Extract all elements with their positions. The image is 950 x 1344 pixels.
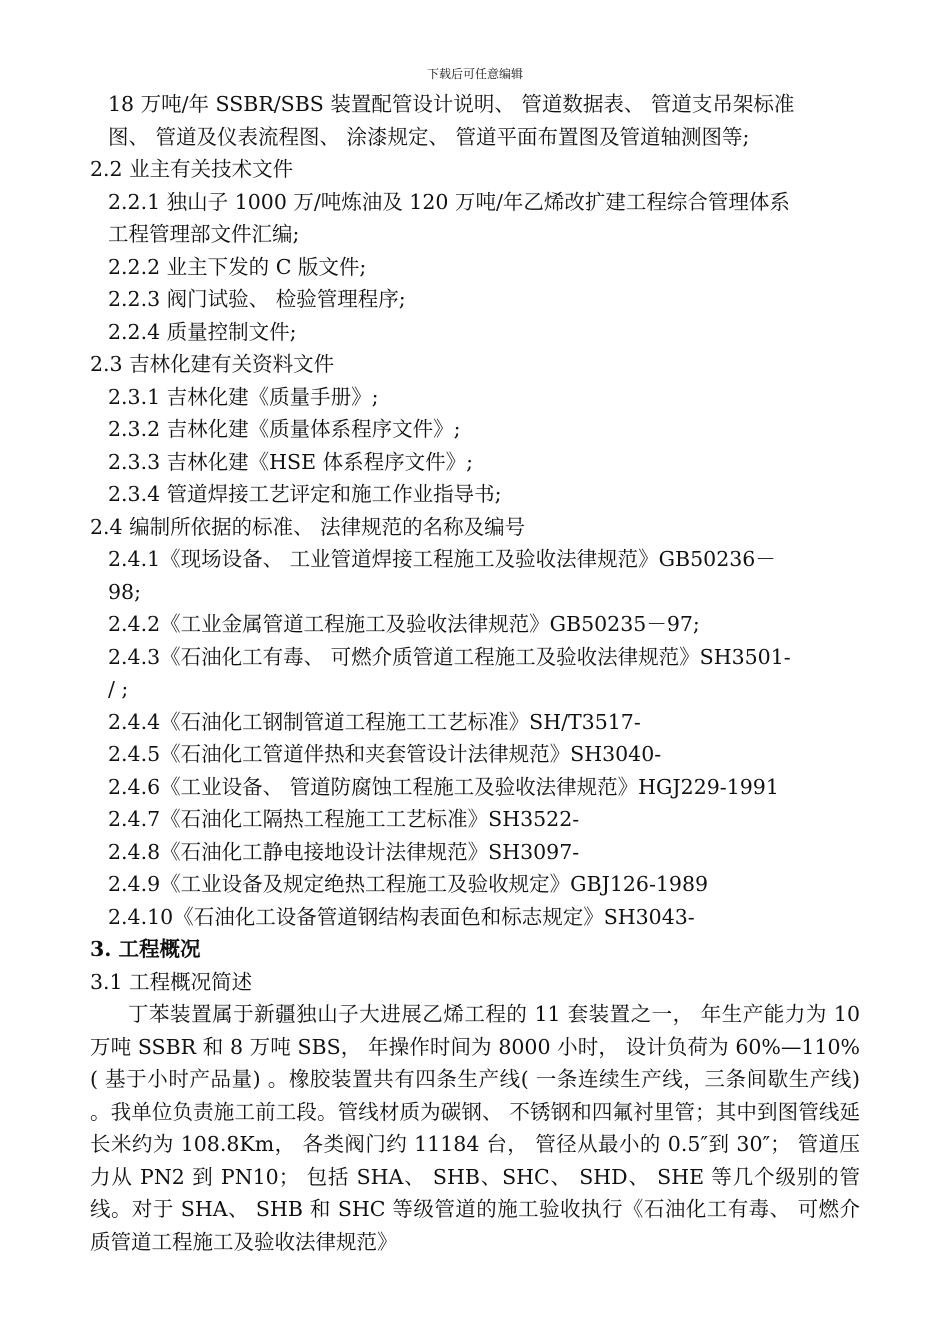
- text-line: 图、 管道及仪表流程图、 涂漆规定、 管道平面布置图及管道轴测图等;: [108, 124, 750, 149]
- text-line: 2.4.10《石油化工设备管道钢结构表面色和标志规定》SH3043-: [108, 904, 695, 929]
- text-line: 2.4.2《工业金属管道工程施工及验收法律规范》GB50235－97;: [108, 612, 700, 636]
- text-line: 2.2.3 阀门试验、 检验管理程序;: [108, 287, 406, 311]
- text-line: 2.2.4 质量控制文件;: [108, 319, 297, 344]
- text-line: 2.4 编制所依据的标准、 法律规范的名称及编号: [90, 514, 526, 539]
- section-heading: 3. 工程概况: [90, 937, 201, 961]
- text-line: 98;: [108, 579, 141, 604]
- text-line: 2.3.3 吉林化建《HSE 体系程序文件》;: [108, 449, 473, 474]
- text-line: 工程管理部文件汇编;: [108, 222, 300, 246]
- text-line: 2.2.1 独山子 1000 万/吨炼油及 120 万吨/年乙烯改扩建工程综合管理体系: [108, 189, 790, 214]
- text-line: 2.4.8《石油化工静电接地设计法律规范》SH3097-: [108, 839, 580, 864]
- text-line: 2.3.1 吉林化建《质量手册》;: [108, 384, 379, 409]
- overview-paragraph: 丁苯装置属于新疆独山子大进展乙烯工程的 11 套装置之一， 年生产能力为 10 万吨 SSBR 和 8 万吨 SBS， 年操作时间为 8000 小时， 设计负荷为 60%—110%( 基于小时产品量) 。橡胶装置共有四条生产线( 一条连续生产线，三条间歇生产线) 。我单位负责施工前工段。管线材质为碳钢、 不锈钢和四氟衬里管；其中到图管线延长米约为 108.8Km， 各类阀门约 11184 台， 管径从最小的 0.5″到 30″； 管道压力从 PN2 到 PN10； 包括 SHA、 SHB、SHC、 SHD、 SHE 等几个级别的管线。对于 SHA、 SHB 和 SHC 等级管道的施工验收执行《石油化工有毒、 可燃介质管道工程施工及验收法律规范》: [90, 1002, 860, 1254]
- text-line: 2.4.7《石油化工隔热工程施工工艺标准》SH3522-: [108, 807, 580, 831]
- text-line: 2.4.1《现场设备、 工业管道焊接工程施工及验收法律规范》GB50236－: [108, 547, 776, 571]
- text-line: 2.4.3《石油化工有毒、 可燃介质管道工程施工及验收法律规范》SH3501-: [108, 644, 791, 669]
- text-line: 2.3.2 吉林化建《质量体系程序文件》;: [108, 417, 461, 441]
- text-line: 3.1 工程概况简述: [90, 969, 253, 994]
- text-line: 2.4.4《石油化工钢制管道工程施工工艺标准》SH/T3517-: [108, 709, 641, 734]
- text-line: 2.2 业主有关技术文件: [90, 157, 294, 181]
- text-line: / ;: [108, 677, 129, 701]
- text-line: 2.3 吉林化建有关资料文件: [90, 352, 335, 376]
- text-line: 2.2.2 业主下发的 C 版文件;: [108, 254, 367, 279]
- text-line: 2.4.6《工业设备、 管道防腐蚀工程施工及验收法律规范》HGJ229-1991: [108, 774, 779, 799]
- text-line: 2.4.5《石油化工管道伴热和夹套管设计法律规范》SH3040-: [108, 742, 662, 766]
- text-line: 2.3.4 管道焊接工艺评定和施工作业指导书;: [108, 482, 502, 506]
- text-line: 18 万吨/年 SSBR/SBS 装置配管设计说明、 管道数据表、 管道支吊架标准: [108, 92, 795, 116]
- line-list: [90, 88, 860, 998]
- document-body: [90, 88, 860, 1258]
- page-header: 下载后可任意编辑: [426, 67, 523, 81]
- text-line: 2.4.9《工业设备及规定绝热工程施工及验收规定》GBJ126-1989: [108, 872, 709, 896]
